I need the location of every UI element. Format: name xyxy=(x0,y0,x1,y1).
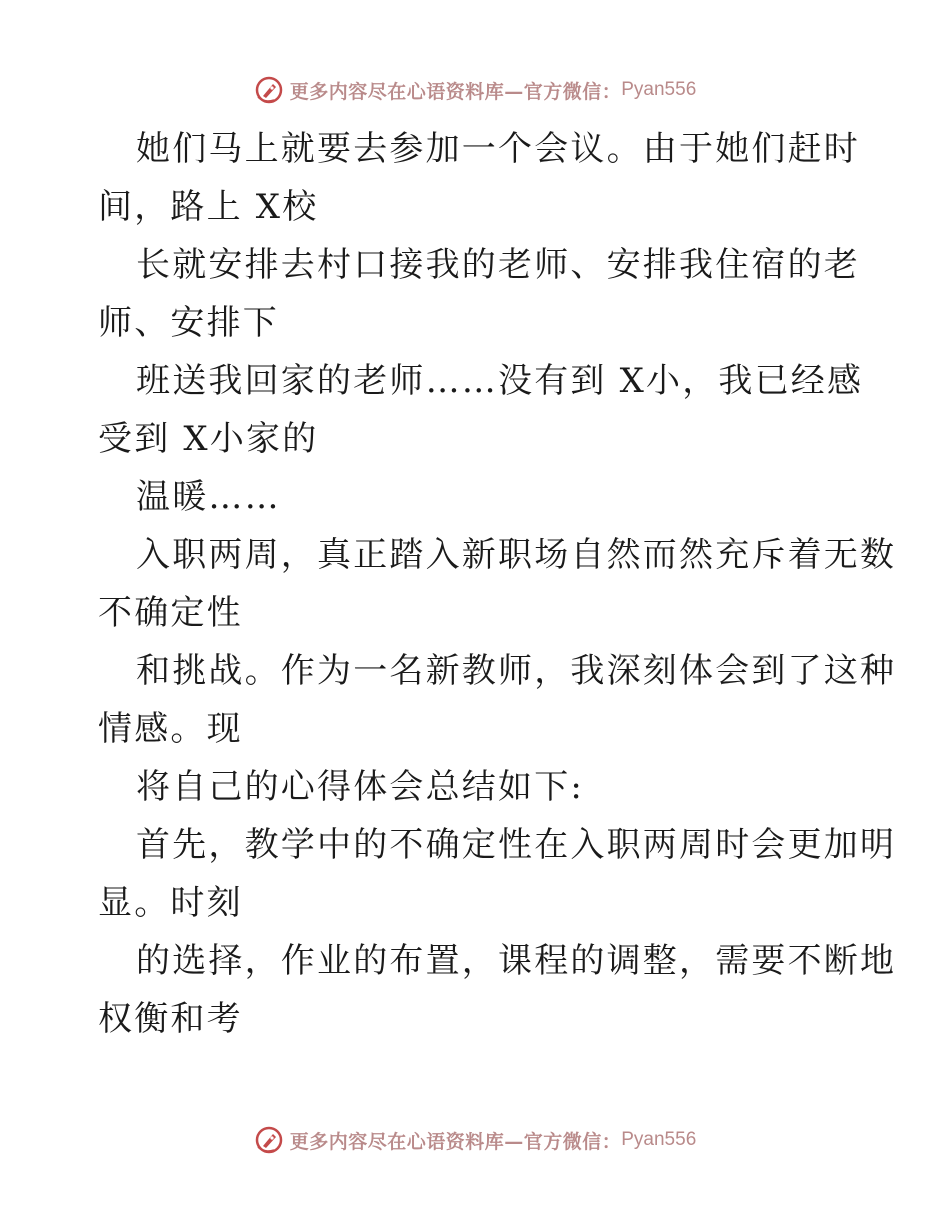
footer-watermark-text: 更多内容尽在心语资料库—官方微信： xyxy=(289,1130,622,1153)
body-line: 不确定性 xyxy=(98,593,243,633)
body-line: 间，路上 X校 xyxy=(98,187,319,227)
header-watermark xyxy=(0,70,950,110)
header-watermark-text: 更多内容尽在心语资料库—官方微信： xyxy=(289,80,622,103)
footer-contact-id: Pyan556 xyxy=(621,1129,697,1150)
pen-nib-circle-icon xyxy=(254,1125,284,1155)
header-contact-id: Pyan556 xyxy=(621,79,697,100)
body-line: 入职两周，真正踏入新职场自然而然充斥着无数 xyxy=(136,535,897,575)
body-line: 情感。现 xyxy=(98,709,243,749)
body-line: 显。时刻 xyxy=(98,883,243,923)
body-line: 和挑战。作为一名新教师，我深刻体会到了这种 xyxy=(136,651,897,691)
pen-nib-circle-icon xyxy=(254,75,284,105)
body-line: 首先，教学中的不确定性在入职两周时会更加明 xyxy=(136,825,897,865)
body-line: 她们马上就要去参加一个会议。由于她们赶时 xyxy=(136,129,860,169)
body-line: 师、安排下 xyxy=(98,303,279,343)
body-line: 将自己的心得体会总结如下: xyxy=(136,767,585,807)
body-line: 受到 X小家的 xyxy=(98,419,319,459)
body-line: 班送我回家的老师……没有到 X小，我已经感 xyxy=(136,361,864,401)
body-line: 温暖…… xyxy=(136,477,281,517)
body-line: 的选择，作业的布置，课程的调整，需要不断地 xyxy=(136,941,897,981)
body-line: 长就安排去村口接我的老师、安排我住宿的老 xyxy=(136,245,860,285)
body-line: 权衡和考 xyxy=(98,999,243,1039)
footer-watermark xyxy=(0,1120,950,1160)
